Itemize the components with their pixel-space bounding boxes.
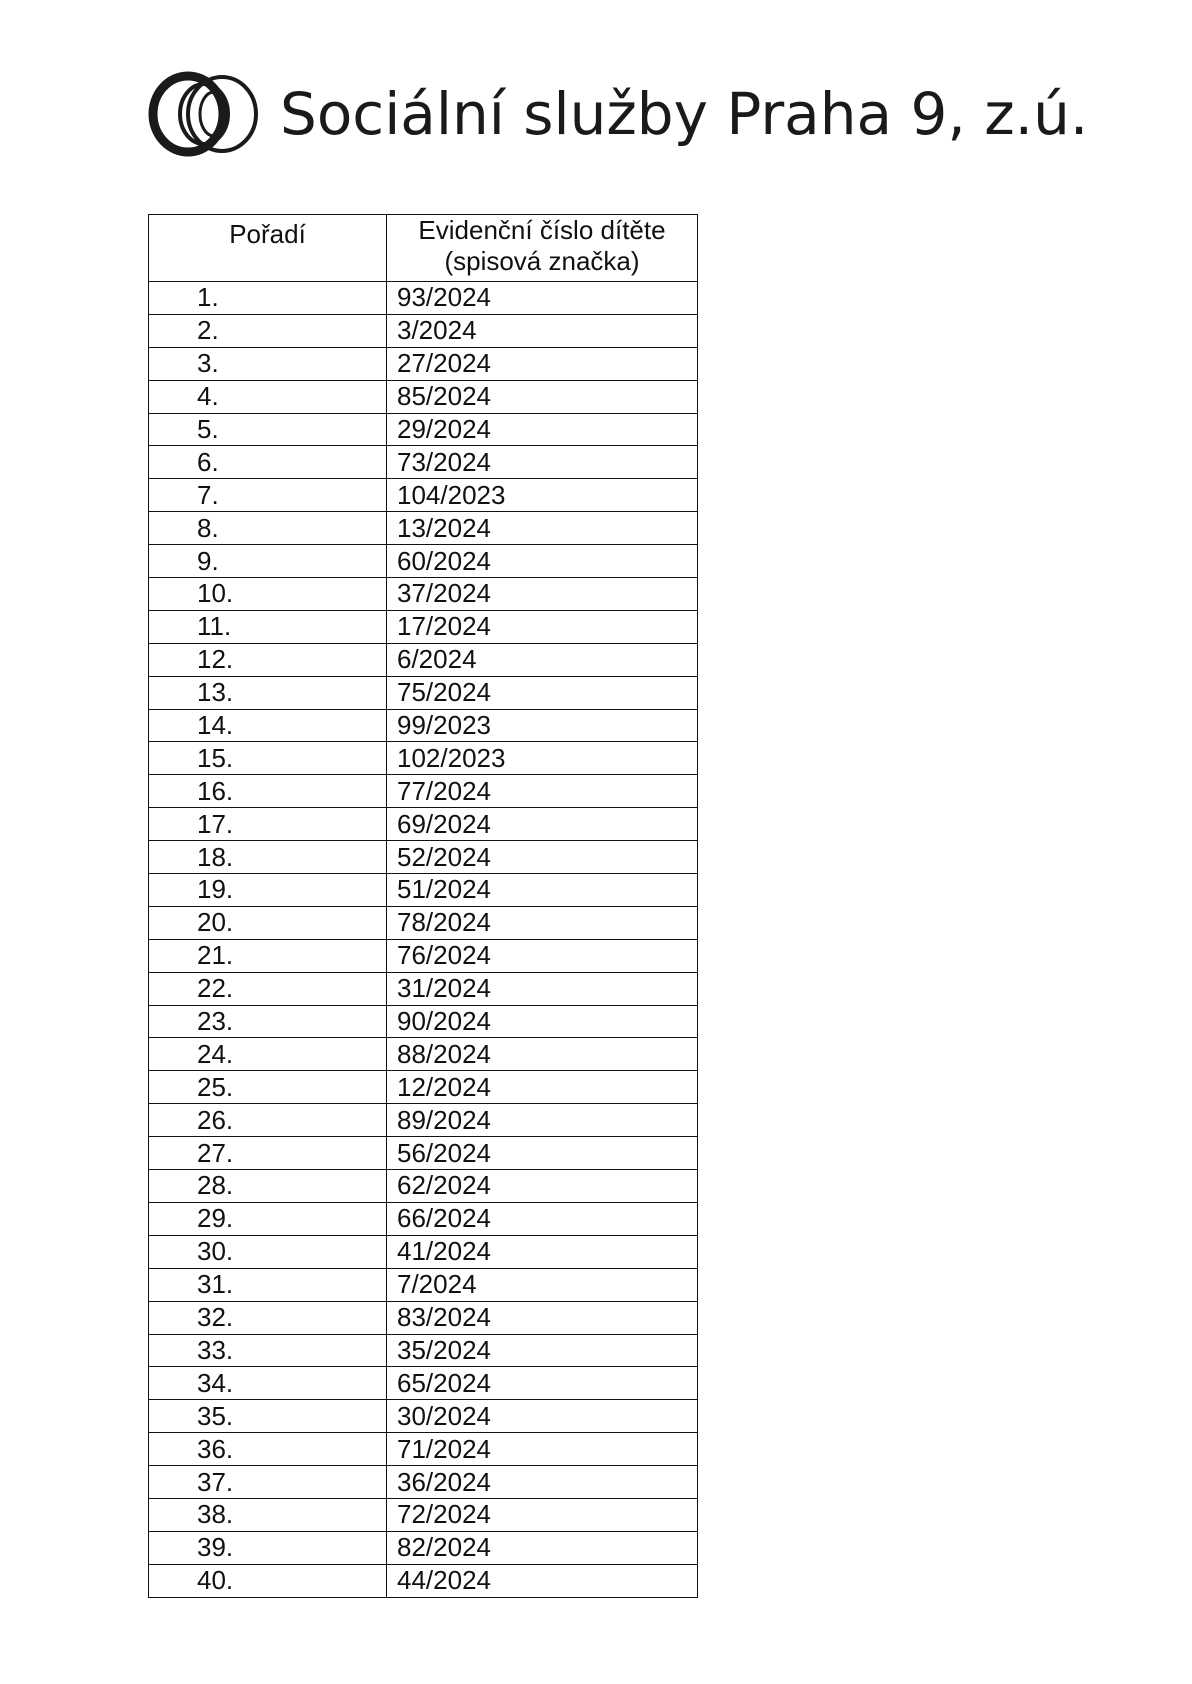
registration-number-cell: 78/2024 (387, 906, 698, 939)
table-row (149, 1005, 698, 1038)
order-cell: 16. (149, 775, 387, 808)
registration-number-cell: 13/2024 (387, 512, 698, 545)
order-cell: 12. (149, 643, 387, 676)
registration-number-cell: 62/2024 (387, 1170, 698, 1203)
table-row (149, 1202, 698, 1235)
registration-number-cell: 27/2024 (387, 347, 698, 380)
table-row (149, 874, 698, 907)
table-row (149, 512, 698, 545)
registration-number-cell: 93/2024 (387, 282, 698, 315)
table-row (149, 643, 698, 676)
table-row (149, 347, 698, 380)
registration-number-cell: 85/2024 (387, 380, 698, 413)
order-cell: 36. (149, 1433, 387, 1466)
table-row (149, 545, 698, 578)
order-cell: 2. (149, 314, 387, 347)
order-cell: 33. (149, 1334, 387, 1367)
order-cell: 17. (149, 808, 387, 841)
order-cell: 1. (149, 282, 387, 315)
registration-number-cell: 83/2024 (387, 1301, 698, 1334)
registration-number-cell: 30/2024 (387, 1400, 698, 1433)
column-header-line-2: (spisová značka) (444, 246, 640, 276)
registration-number-cell: 72/2024 (387, 1498, 698, 1531)
order-cell: 11. (149, 610, 387, 643)
table-row (149, 1334, 698, 1367)
table-row (149, 808, 698, 841)
order-cell: 20. (149, 906, 387, 939)
registration-number-cell: 7/2024 (387, 1268, 698, 1301)
registration-number-cell: 52/2024 (387, 841, 698, 874)
order-cell: 37. (149, 1466, 387, 1499)
order-cell: 19. (149, 874, 387, 907)
table-row (149, 1137, 698, 1170)
column-header-registration-number (387, 215, 698, 282)
order-cell: 34. (149, 1367, 387, 1400)
interlocking-rings-logo (148, 68, 266, 160)
table-row (149, 676, 698, 709)
order-cell: 31. (149, 1268, 387, 1301)
table-row (149, 1367, 698, 1400)
order-cell: 35. (149, 1400, 387, 1433)
order-cell: 40. (149, 1564, 387, 1597)
registration-number-cell: 31/2024 (387, 972, 698, 1005)
order-cell: 13. (149, 676, 387, 709)
table-row (149, 1301, 698, 1334)
registration-number-cell: 71/2024 (387, 1433, 698, 1466)
registration-number-cell: 17/2024 (387, 610, 698, 643)
registration-number-cell: 99/2023 (387, 709, 698, 742)
column-header-order: Pořadí (149, 215, 387, 282)
registration-number-cell: 102/2023 (387, 742, 698, 775)
table-row (149, 1071, 698, 1104)
order-cell: 24. (149, 1038, 387, 1071)
table-row (149, 1466, 698, 1499)
table-row (149, 1564, 698, 1597)
order-cell: 27. (149, 1137, 387, 1170)
table-row (149, 314, 698, 347)
table-row (149, 1170, 698, 1203)
order-cell: 28. (149, 1170, 387, 1203)
order-cell: 9. (149, 545, 387, 578)
order-cell: 30. (149, 1235, 387, 1268)
table-row (149, 1268, 698, 1301)
table-row (149, 413, 698, 446)
order-cell: 4. (149, 380, 387, 413)
order-cell: 22. (149, 972, 387, 1005)
registration-number-cell: 35/2024 (387, 1334, 698, 1367)
registration-number-cell: 51/2024 (387, 874, 698, 907)
order-cell: 39. (149, 1531, 387, 1564)
table-row (149, 380, 698, 413)
registration-number-cell: 36/2024 (387, 1466, 698, 1499)
registration-number-cell: 77/2024 (387, 775, 698, 808)
table-row (149, 841, 698, 874)
registration-number-cell: 3/2024 (387, 314, 698, 347)
table-row (149, 709, 698, 742)
registration-number-cell: 29/2024 (387, 413, 698, 446)
registration-number-cell: 73/2024 (387, 446, 698, 479)
registration-number-cell: 69/2024 (387, 808, 698, 841)
registration-number-cell: 104/2023 (387, 479, 698, 512)
order-cell: 26. (149, 1104, 387, 1137)
table-row (149, 939, 698, 972)
registration-number-cell: 65/2024 (387, 1367, 698, 1400)
table-row (149, 1038, 698, 1071)
registration-number-cell: 44/2024 (387, 1564, 698, 1597)
order-cell: 10. (149, 578, 387, 611)
order-cell: 6. (149, 446, 387, 479)
order-cell: 3. (149, 347, 387, 380)
order-cell: 32. (149, 1301, 387, 1334)
order-cell: 18. (149, 841, 387, 874)
registration-number-cell: 12/2024 (387, 1071, 698, 1104)
registration-number-cell: 76/2024 (387, 939, 698, 972)
registration-number-cell: 82/2024 (387, 1531, 698, 1564)
order-cell: 29. (149, 1202, 387, 1235)
table-row (149, 1400, 698, 1433)
table-body (149, 282, 698, 1598)
letterhead (148, 68, 1088, 160)
registration-number-cell: 56/2024 (387, 1137, 698, 1170)
registration-number-cell: 6/2024 (387, 643, 698, 676)
order-cell: 25. (149, 1071, 387, 1104)
registration-number-cell: 89/2024 (387, 1104, 698, 1137)
registration-number-cell: 75/2024 (387, 676, 698, 709)
order-cell: 23. (149, 1005, 387, 1038)
table-row (149, 446, 698, 479)
order-cell: 38. (149, 1498, 387, 1531)
table-row (149, 578, 698, 611)
registration-number-cell: 90/2024 (387, 1005, 698, 1038)
table-row (149, 1104, 698, 1137)
child-registry-table (148, 214, 698, 1598)
table-row (149, 1498, 698, 1531)
order-cell: 14. (149, 709, 387, 742)
table-row (149, 1433, 698, 1466)
column-header-line-1: Evidenční číslo dítěte (418, 215, 666, 245)
order-cell: 21. (149, 939, 387, 972)
registration-number-cell: 41/2024 (387, 1235, 698, 1268)
table-header-row (149, 215, 698, 282)
table-row (149, 479, 698, 512)
table-row (149, 1531, 698, 1564)
table-row (149, 1235, 698, 1268)
table-row (149, 742, 698, 775)
registration-number-cell: 88/2024 (387, 1038, 698, 1071)
table-row (149, 610, 698, 643)
order-cell: 5. (149, 413, 387, 446)
table-row (149, 282, 698, 315)
order-cell: 7. (149, 479, 387, 512)
table-row (149, 972, 698, 1005)
organization-name: Sociální služby Praha 9, z.ú. (280, 80, 1089, 148)
table-row (149, 775, 698, 808)
order-cell: 15. (149, 742, 387, 775)
order-cell: 8. (149, 512, 387, 545)
registration-number-cell: 66/2024 (387, 1202, 698, 1235)
table-row (149, 906, 698, 939)
registration-number-cell: 37/2024 (387, 578, 698, 611)
registration-number-cell: 60/2024 (387, 545, 698, 578)
